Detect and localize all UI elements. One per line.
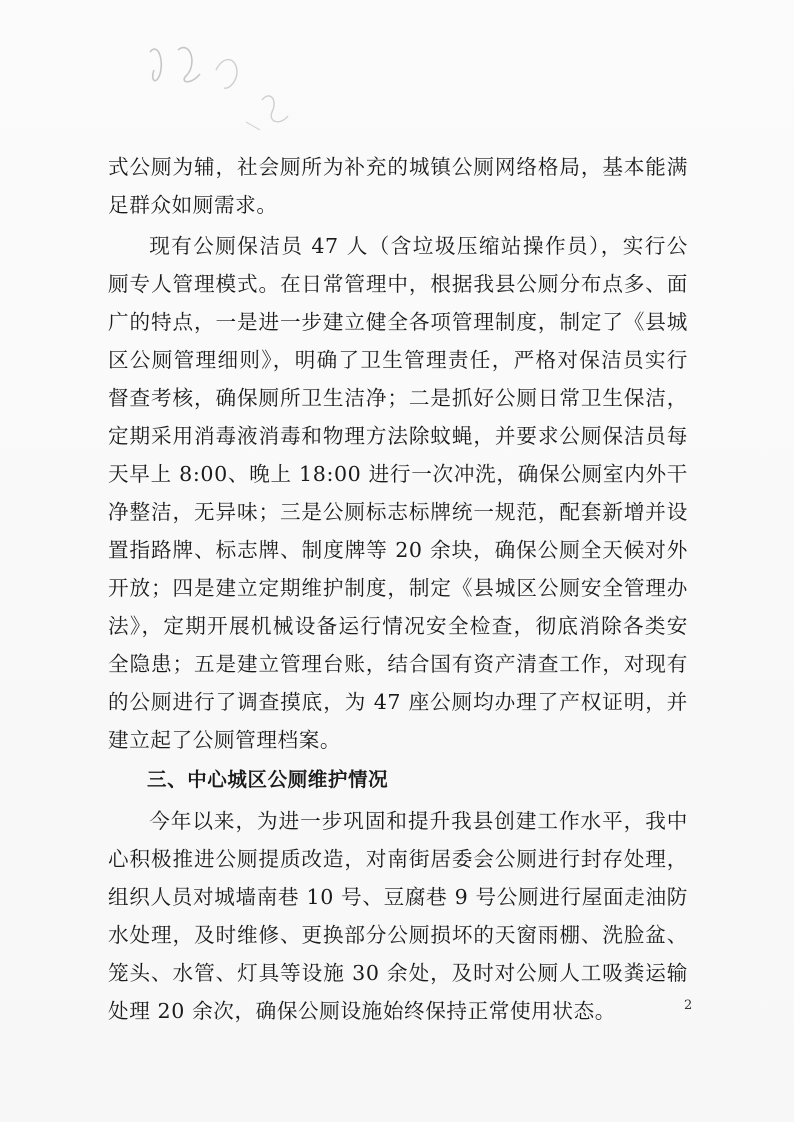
paragraph-toilet-cleaners: 现有公厕保洁员 47 人（含垃圾压缩站操作员），实行公厕专人管理模式。在日常管理中，根据我县公厕分布点多、面广的特点，一是进一步建立健全各项管理制度，制定了《县城区公厕管理细则》，明确了卫生管理责任，严格对保洁员实行督查考核，确保厕所卫生洁净；二是抓好公厕日常卫生保洁，定期采用消毒液消毒和物理方法除蚊蝇，并要求公厕保洁员每天早上 8:00、晚上 18:00 进行一次冲洗，确保公厕室内外干净整洁，无异味；三是公厕标志标牌统一规范，配套新增并设置指路牌、标志牌、制度牌等 20 余块，确保公厕全天候对外开放；四是建立定期维护制度，制定《县城区公厕安全管理办法》，定期开展机械设备运行情况安全检查，彻底消除各类安全隐患；五是建立管理台账，结合国有资产清查工作，对现有的公厕进行了调查摸底，为 47 座公厕均办理了产权证明，并建立起了公厕管理档案。 (108, 234, 688, 752)
page-number: 2 (684, 998, 693, 1013)
paragraph-maintenance: 今年以来，为进一步巩固和提升我县创建工作水平，我中心积极推进公厕提质改造，对南街居委会公厕进行封存处理，组织人员对城墙南巷 10 号、豆腐巷 9 号公厕进行屋面走油防水处理，及时维修、更换部分公厕损坏的天窗雨棚、洗脸盆、笼头、水管、灯具等设施 30 余处，及时对公厕人工吸粪运输处理 20 余次，确保公厕设施始终保持正常使用状态。 (108, 809, 688, 1023)
handwritten-annotation (120, 30, 310, 140)
section-heading: 三、中心城区公厕维护情况 (147, 768, 389, 791)
document-body (108, 148, 688, 1030)
paragraph-continued: 式公厕为辅，社会厕所为补充的城镇公厕网络格局，基本能满足群众如厕需求。 (108, 155, 688, 217)
